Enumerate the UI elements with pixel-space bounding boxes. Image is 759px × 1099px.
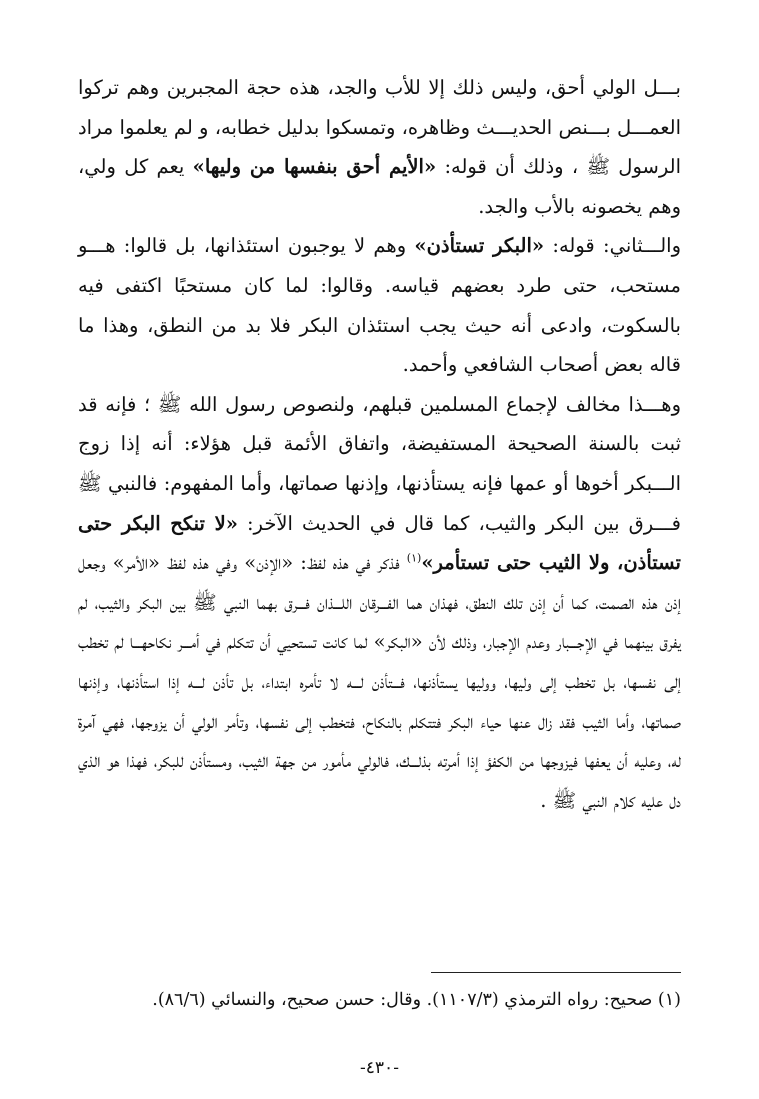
- paragraph-1-text-a: بـــل الولي أحق، وليس ذلك إلا للأب والجد، هذه حجة المجبرين وهم تركوا العمـــل بـــنص الحديـــث وظاهره، وتمسكوا بدليل خطابه، و لم يعلموا مراد الرسول ﷺ ، وذلك أن قوله:: [78, 76, 681, 179]
- hadith-quote-bikr: «البكر تستأذن»: [414, 234, 545, 258]
- paragraph-3-text-b: فذكر في هذه لفظ: «الإذن» وفي هذه لفظ «الأمر» وجعل إذن هذه الصمت، كما أن إذن تلك النطق، فهذان هما الفـــرقان اللـــذان فـــرق بهما النبي ﷺ بين البكر والثيب، لم يفرق بينهما في الإجـــبار وعدم الإجبار، وذلك لأن «البكر» لما كانت تستحيي أن تتكلم في أمـــر نكاحهـــا لم تخطب إلى نفسها، بل تخطب إلى وليها، ووليها يستأذنها، فـــتأذن لـــه لا تأمره ابتداء، بل تأذن لـــه إذا استأذنها، وإذنها صماتها، وأما الثيب فقد زال عنها حياء البكر فتتكلم بالنكاح، فتخطب إلى نفسها، وتأمر الولي أن يزوجها، فهي آمرة له، وعليه أن يعفها فيزوجها من الكفؤ إذا أمرته بذلـــك، فالولي مأمور من جهة الثيب، ومستأذن للبكر، فهذا هو الذي دل عليه كلام النبي ﷺ .: [78, 551, 681, 812]
- hadith-quote-ayyim: «الأيم أحق بنفسها من وليها»: [192, 155, 437, 179]
- main-text: [78, 68, 681, 820]
- paragraph-2-text-a: والـــثاني: قوله:: [544, 234, 682, 258]
- page-number: -٤٣٠-: [360, 1058, 399, 1078]
- paragraph-2: [78, 226, 681, 384]
- paragraph-2-text-b: وهم لا يوجبون استئذانها، بل قالوا: هـــو مستحب، حتى طرد بعضهم قياسه. وقالوا: لما كان مستحبًا اكتفى فيه بالسكوت، وادعى أنه حيث يجب استئذان البكر فلا بد من النطق، وهذا ما قاله بعض أصحاب الشافعي وأحمد.: [78, 234, 681, 377]
- paragraph-1-text-b: يعم كل ولي، وهم يخصونه بالأب والجد.: [78, 155, 681, 218]
- paragraph-3: [78, 385, 681, 821]
- footnote-marker[interactable]: (١): [406, 551, 422, 565]
- footnote-divider: [431, 972, 681, 973]
- hadith-quote-la-tunkah: «لا تنكح البكر حتى تستأذن، ولا الثيب حتى تستأمر»: [78, 511, 681, 575]
- paragraph-3-text-a: وهـــذا مخالف لإجماع المسلمين قبلهم، ولنصوص رسول الله ﷺ ؛ فإنه قد ثبت بالسنة الصحيحة المستفيضة، واتفاق الأئمة قبل هؤلاء: أنه إذا زوج الـــبكر أخوها أو عمها فإنه يستأذنها، وإذنها صماتها، وأما المفهوم: فالنبي ﷺ فـــرق بين البكر والثيب، كما قال في الحديث الآخر:: [78, 392, 681, 535]
- paragraph-1: [78, 68, 681, 226]
- footnote: (١) صحيح: رواه الترمذي (١١٠٧/٣). وقال: حسن صحيح، والنسائي (٨٦/٦).: [152, 990, 681, 1010]
